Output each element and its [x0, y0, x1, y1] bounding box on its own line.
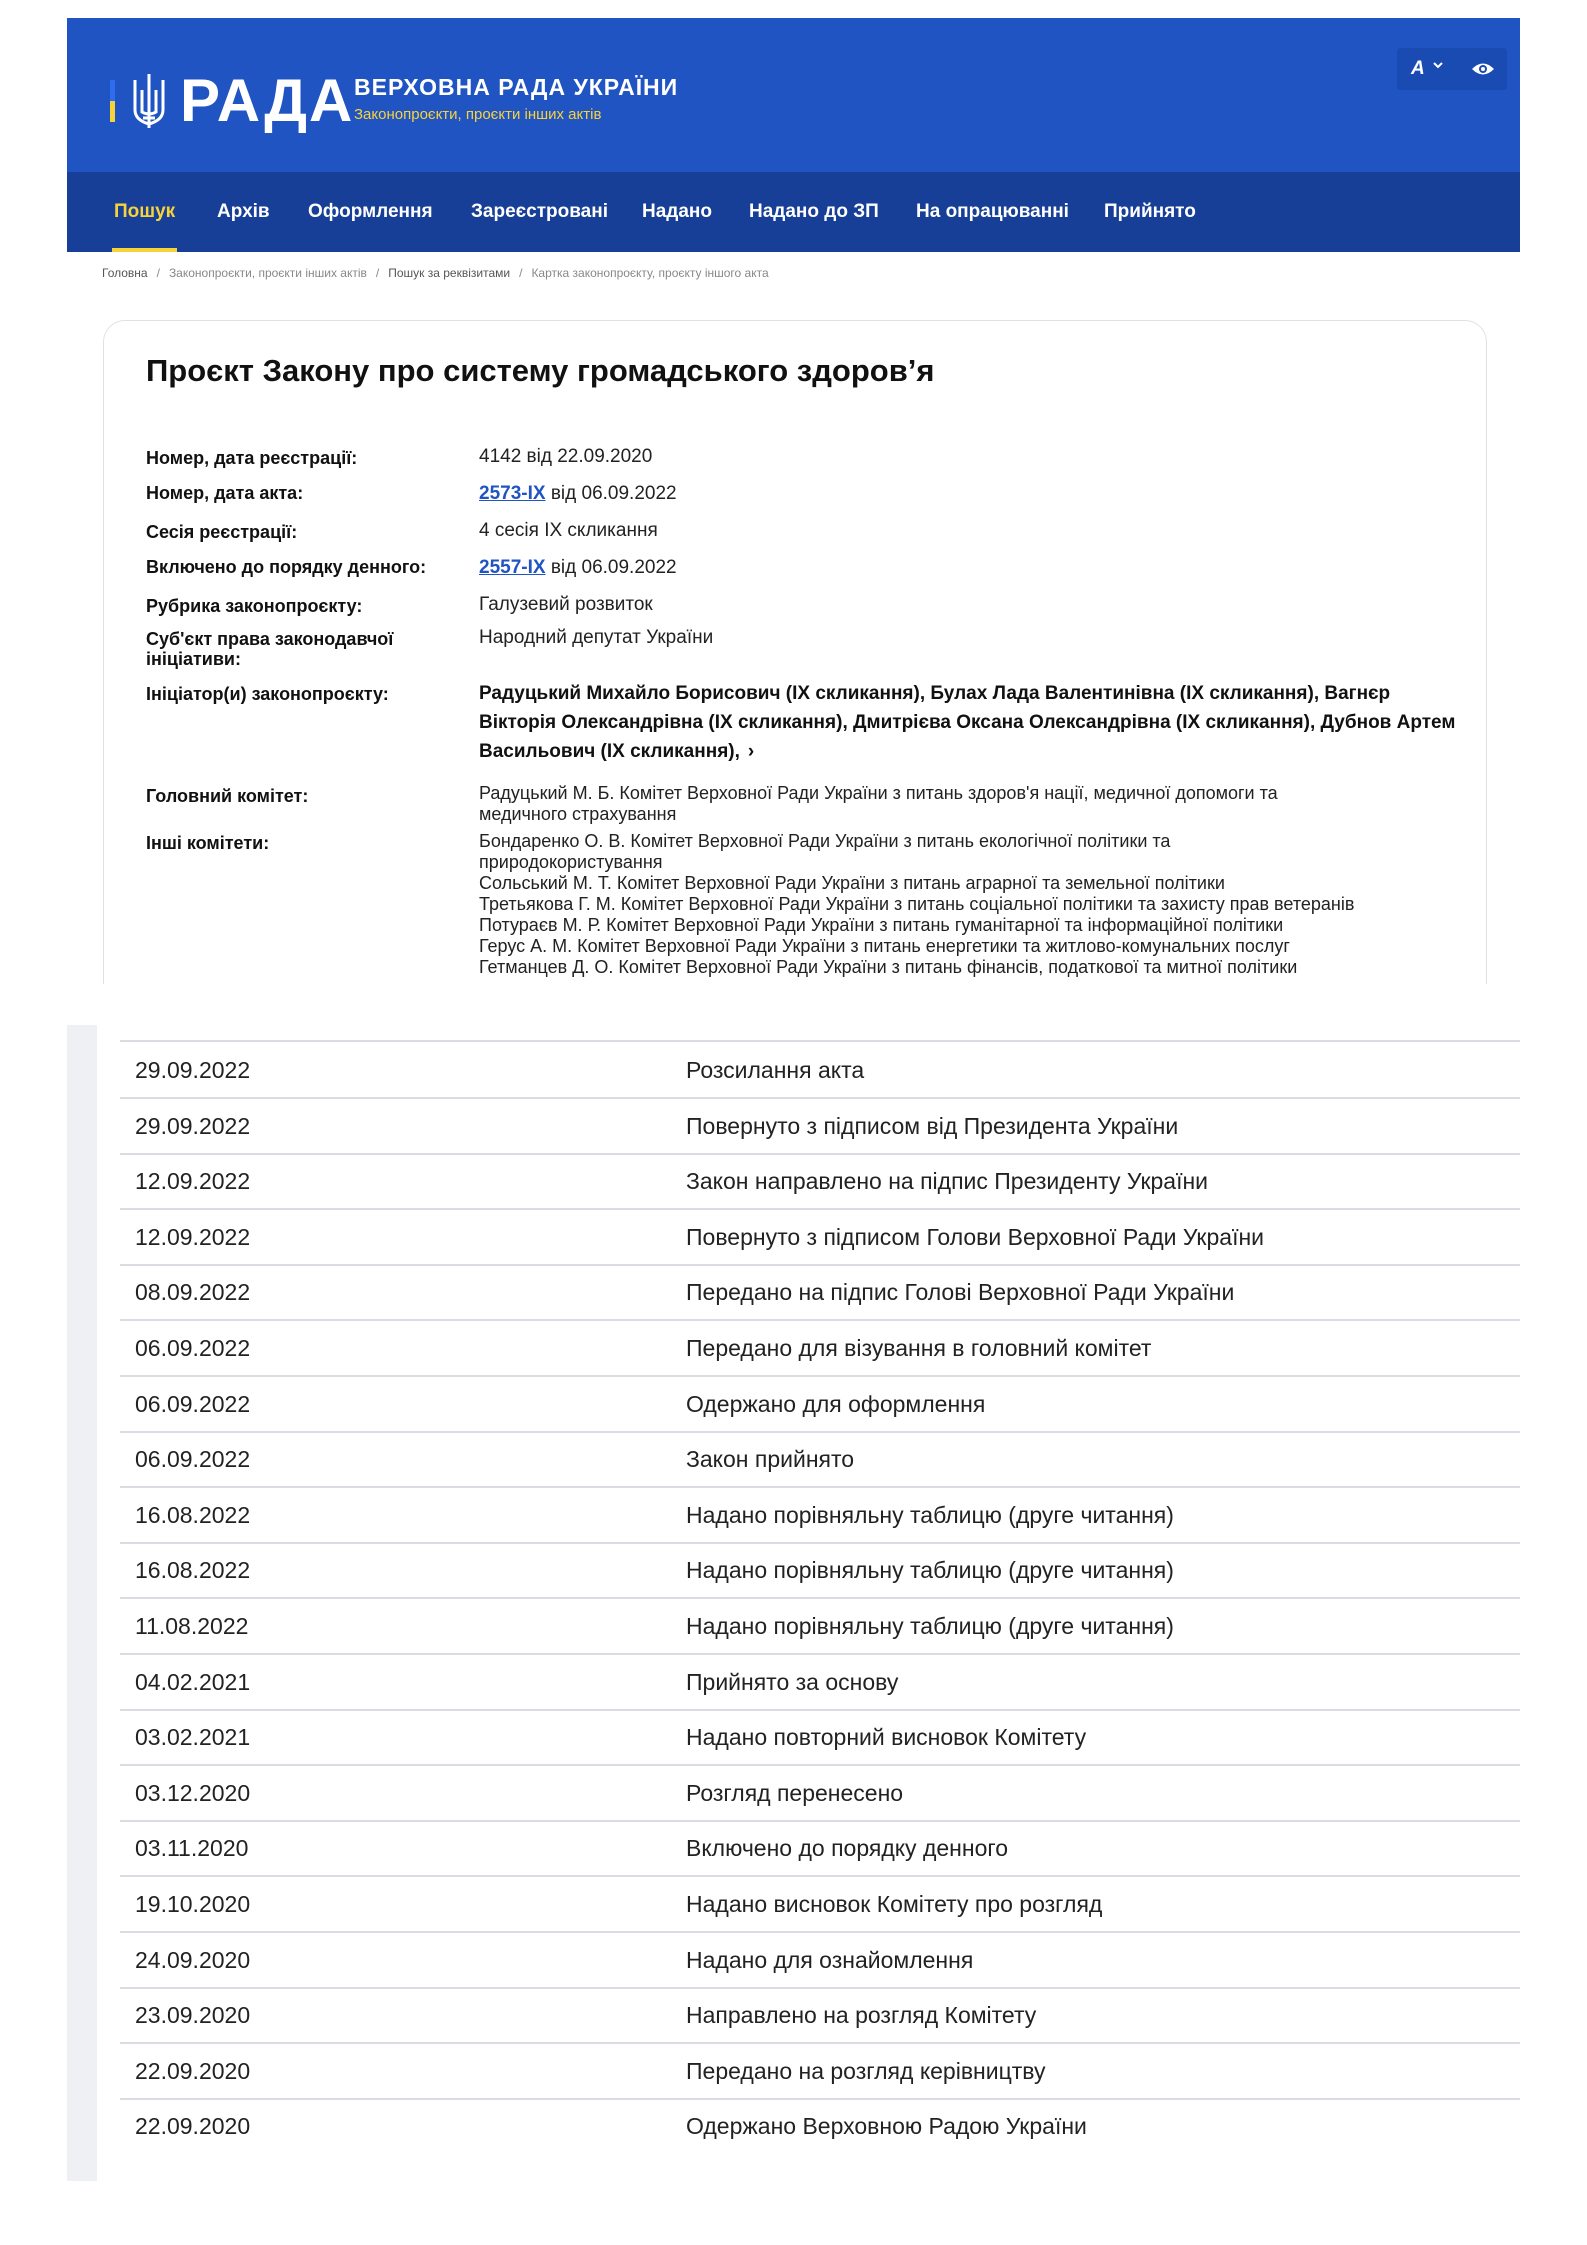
nav-item-provided-zp[interactable]: Надано до ЗП: [749, 201, 879, 222]
agenda-date: від 06.09.2022: [545, 557, 677, 578]
act-link[interactable]: 2573-IX: [479, 483, 546, 504]
table-row: [120, 1209, 1520, 1266]
history-event: Надано повторний висновок Комітету: [686, 1724, 1087, 1751]
history-event: Передано на розгляд керівництву: [686, 2057, 1046, 2084]
main-committee-value: Радуцький М. Б. Комітет Верховної Ради України з питань здоров'я нації, медичної допомоги та медичного страхування: [479, 783, 1278, 824]
history-date: 06.09.2022: [135, 1390, 251, 1417]
history-event: Передано на підпис Голові Верховної Ради України: [686, 1279, 1235, 1306]
history-event: Повернуто з підписом Голови Верховної Ради України: [686, 1223, 1265, 1250]
committee-item: Гетманцев Д. О. Комітет Верховної Ради України з питань фінансів, податкової та митної політики: [479, 957, 1298, 977]
history-date: 12.09.2022: [135, 1168, 251, 1195]
logo-word[interactable]: РАДА: [180, 67, 355, 134]
header-controls: [1397, 48, 1507, 90]
nav-item-archive[interactable]: Архів: [217, 201, 270, 222]
initiators-list: Радуцький Михайло Борисович (IX скликання), Булах Лада Валентинівна (IX скликання), Вагнєр Вікторія Олександрівна (IX скликання), Дмитрієва Оксана Олександрівна (IX скликання), Дубнов Артем Васильович (IX скликання),: [479, 683, 1456, 762]
table-row: [120, 1709, 1520, 1766]
history-event: Одержано Верховною Радою України: [686, 2113, 1087, 2140]
table-row: [120, 2043, 1520, 2100]
rubric-label: Рубрика законопроєкту:: [146, 596, 363, 616]
table-row: [120, 1932, 1520, 1989]
breadcrumb-bills[interactable]: Законопроєкти, проєкти інших актів: [168, 266, 367, 280]
site-header: [67, 18, 1520, 172]
history-event: Надано порівняльну таблицю (друге читання): [686, 1501, 1174, 1528]
chevron-right-icon[interactable]: ›: [747, 741, 755, 762]
history-date: 29.09.2022: [135, 1057, 251, 1083]
history-date: 19.10.2020: [135, 1891, 251, 1917]
act-value: [479, 483, 1459, 504]
breadcrumb-search[interactable]: Пошук за реквізитами: [388, 266, 511, 280]
history-event: Надано порівняльну таблицю (друге читання): [686, 1613, 1174, 1639]
history-date: 11.08.2022: [135, 1613, 249, 1639]
initiators-label: Ініціатор(и) законопроєкту:: [146, 684, 389, 704]
table-row: [120, 1098, 1520, 1155]
agenda-link[interactable]: 2557-IX: [479, 557, 546, 578]
act-date: від 06.09.2022: [545, 483, 677, 504]
initiators-value: [479, 679, 1459, 766]
table-row: [120, 1765, 1520, 1822]
table-row: [120, 1598, 1520, 1655]
history-event: Надано для ознайомлення: [686, 1946, 974, 1973]
table-row: [120, 1542, 1520, 1599]
committee-item: Бондаренко О. В. Комітет Верховної Ради України з питань екологічної політики та природокористування: [479, 831, 1171, 872]
history-date: 03.02.2021: [135, 1724, 251, 1751]
history-date: 06.09.2022: [135, 1335, 251, 1361]
table-row: [120, 1376, 1520, 1433]
table-row: [120, 1042, 1520, 1099]
site-title: ВЕРХОВНА РАДА УКРАЇНИ: [354, 74, 679, 100]
nav-item-adopted[interactable]: Прийнято: [1104, 201, 1196, 222]
reg-value: 4142 від 22.09.2020: [479, 446, 653, 467]
table-row: [120, 1487, 1520, 1544]
table-row: [120, 1431, 1520, 1488]
subject-label: Суб'єкт права законодавчої ініціативи:: [146, 629, 394, 669]
subject-value: Народний депутат України: [479, 627, 714, 648]
history-date: 12.09.2022: [135, 1223, 251, 1250]
history-event: Прийнято за основу: [686, 1668, 899, 1695]
nav-item-processing[interactable]: На опрацюванні: [916, 201, 1069, 222]
history-date: 22.09.2020: [135, 2057, 251, 2084]
committee-item: Потураєв М. Р. Комітет Верховної Ради України з питань гуманітарної та інформаційної політики: [479, 915, 1284, 935]
rubric-value: Галузевий розвиток: [479, 594, 653, 615]
history-date: 29.09.2022: [135, 1112, 251, 1139]
main-nav: [67, 172, 1520, 252]
table-row: [120, 1876, 1520, 1933]
history-event: Направлено на розгляд Комітету: [686, 2002, 1037, 2029]
history-event: Надано висновок Комітету про розгляд: [686, 1891, 1103, 1917]
nav-item-search[interactable]: Пошук: [114, 172, 175, 252]
history-event: Включено до порядку денного: [686, 1835, 1009, 1862]
session-value: 4 сесія IX скликання: [479, 520, 658, 541]
flag-bar: [110, 80, 115, 122]
table-row: [120, 1820, 1520, 1877]
history-event: Надано порівняльну таблицю (друге читання): [686, 1557, 1174, 1584]
nav-item-formatting[interactable]: Оформлення: [308, 201, 433, 222]
table-row: [120, 1320, 1520, 1377]
history-event: Закон направлено на підпис Президенту України: [686, 1168, 1209, 1195]
history-date: 16.08.2022: [135, 1557, 251, 1584]
history-date: 06.09.2022: [135, 1446, 251, 1473]
act-label: Номер, дата акта:: [146, 483, 304, 503]
history-event: Розгляд перенесено: [686, 1779, 904, 1806]
table-row: [120, 1264, 1520, 1321]
page-title: Проєкт Закону про систему громадського здоров’я: [146, 353, 935, 388]
table-row: [120, 2098, 1520, 2153]
agenda-label: Включено до порядку денного:: [146, 557, 427, 577]
history-event: Передано для візування в головний комітет: [686, 1335, 1152, 1361]
history-date: 03.12.2020: [135, 1779, 251, 1806]
eye-icon[interactable]: [1471, 61, 1495, 77]
chevron-down-icon[interactable]: [1433, 61, 1443, 69]
nav-item-registered[interactable]: Зареєстровані: [471, 201, 608, 222]
bill-card: [103, 320, 1487, 984]
other-committees-list: [479, 831, 1439, 978]
agenda-value: [479, 557, 1459, 578]
breadcrumb: Головна / Законопроєкти, проєкти інших актів / Пошук за реквізитами / Картка законопроєкту, проєкту іншого акта: [102, 266, 769, 280]
bill-card-viewport: [67, 300, 1520, 984]
other-committees-label: Інші комітети:: [146, 833, 270, 853]
table-row: [120, 1654, 1520, 1711]
font-size-button[interactable]: A: [1411, 58, 1425, 79]
reg-label: Номер, дата реєстрації:: [146, 448, 358, 468]
history-date: 22.09.2020: [135, 2113, 251, 2140]
history-side-strip: [67, 1025, 97, 2181]
trident-logo-icon: [129, 72, 169, 130]
history-date: 23.09.2020: [135, 2002, 251, 2029]
history-date: 03.11.2020: [135, 1835, 249, 1862]
main-committee-label: Головний комітет:: [146, 786, 309, 806]
session-label: Сесія реєстрації:: [146, 522, 298, 542]
history-date: 24.09.2020: [135, 1946, 251, 1973]
committee-item: Сольський М. Т. Комітет Верховної Ради України з питань аграрної та земельної політики: [479, 873, 1225, 893]
nav-item-provided[interactable]: Надано: [642, 201, 712, 222]
history-event: Розсилання акта: [686, 1057, 865, 1083]
table-row: [120, 1987, 1520, 2044]
table-row: [120, 1153, 1520, 1210]
breadcrumb-home[interactable]: Головна: [102, 266, 148, 280]
history-date: 08.09.2022: [135, 1279, 251, 1306]
site-subtitle: Законопроєкти, проєкти інших актів: [354, 106, 602, 123]
committee-item: Герус А. М. Комітет Верховної Ради України з питань енергетики та житлово-комунальних послуг: [479, 936, 1290, 956]
history-event: Повернуто з підписом від Президента України: [686, 1112, 1179, 1139]
history-date: 04.02.2021: [135, 1668, 251, 1695]
breadcrumb-current: Картка законопроєкту, проєкту іншого акта: [531, 266, 769, 280]
history-date: 16.08.2022: [135, 1501, 251, 1528]
history-event: Закон прийнято: [686, 1446, 855, 1473]
history-event: Одержано для оформлення: [686, 1390, 986, 1417]
committee-item: Третьякова Г. М. Комітет Верховної Ради України з питань соціальної політики та захисту прав ветеранів: [479, 894, 1355, 914]
